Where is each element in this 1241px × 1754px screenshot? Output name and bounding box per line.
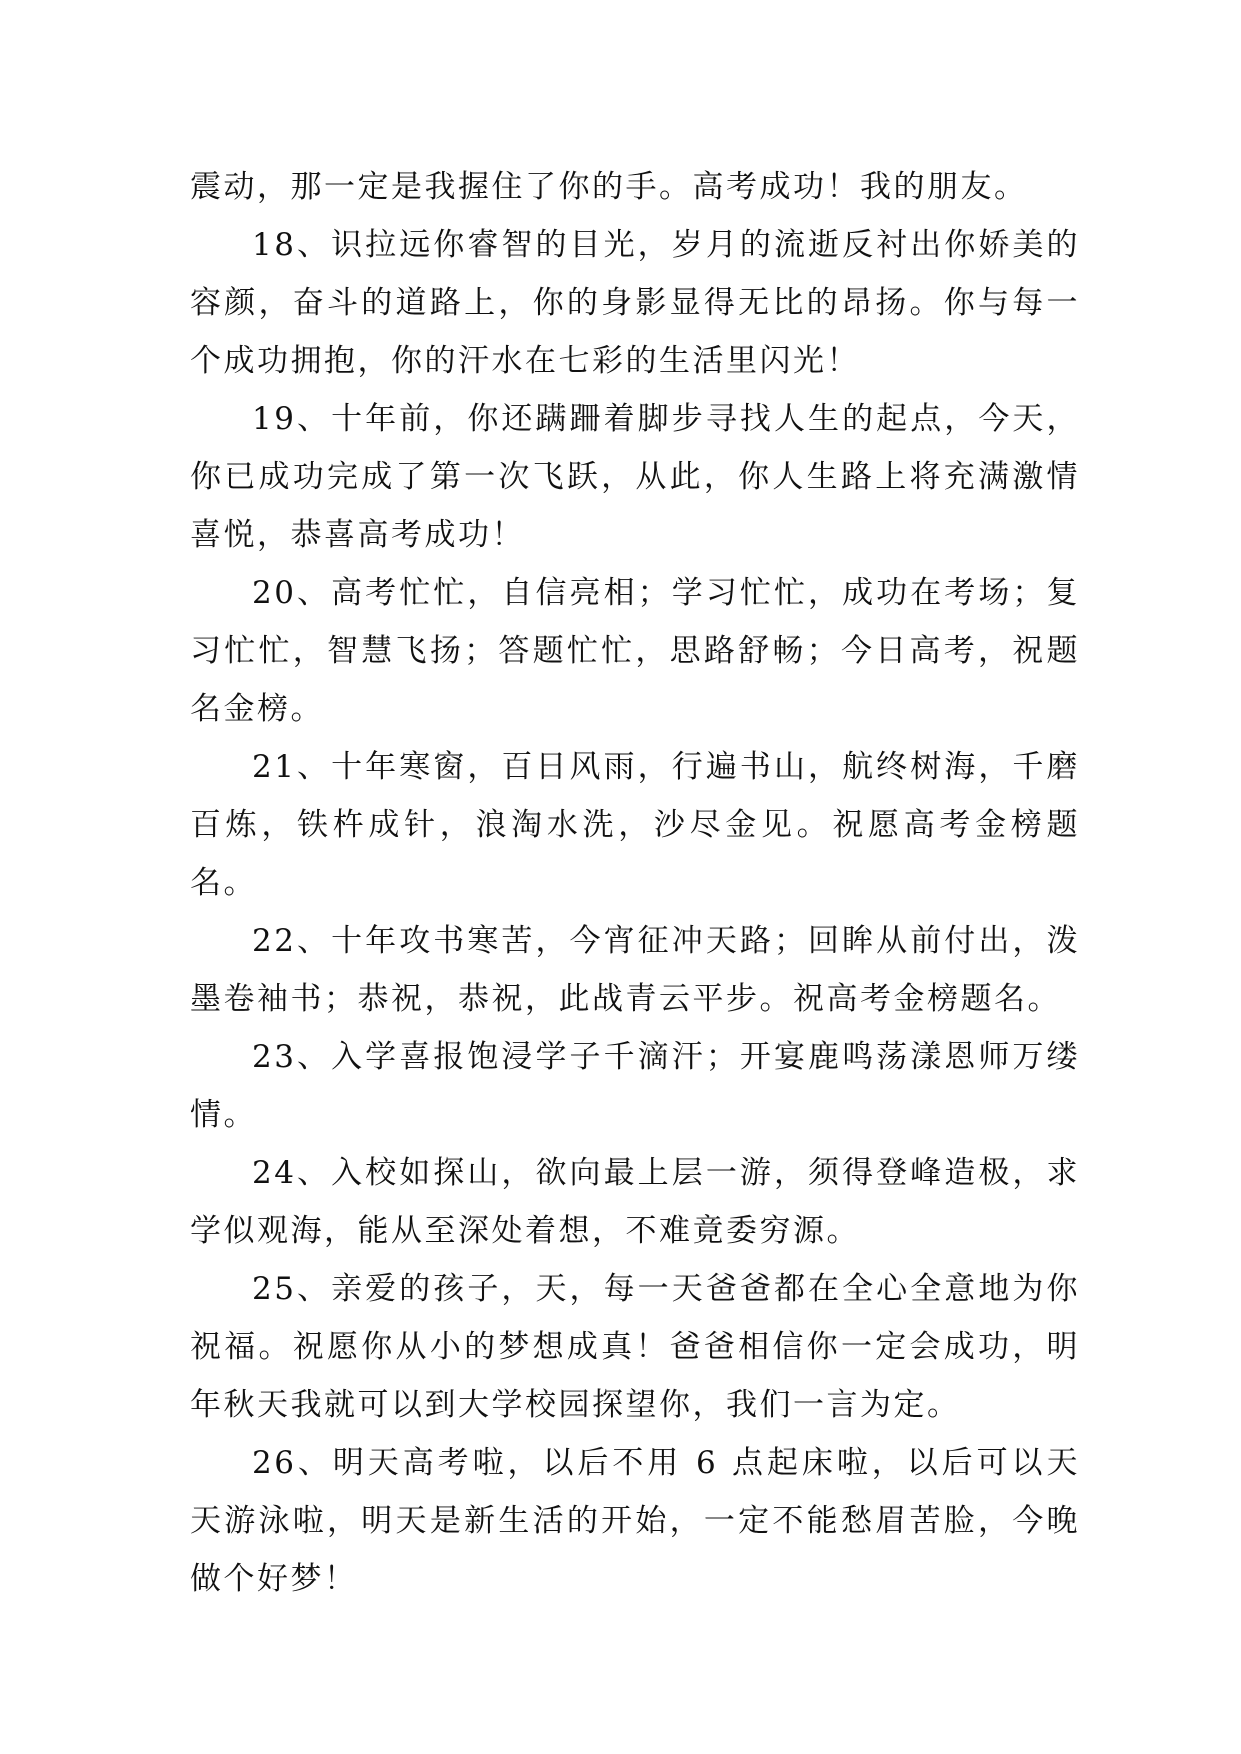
paragraph-25: 25、亲爱的孩子，天，每一天爸爸都在全心全意地为你祝福。祝愿你从小的梦想成真！爸爸相信你一定会成功，明年秋天我就可以到大学校园探望你，我们一言为定。 (190, 1271, 1080, 1423)
paragraph-20: 20、高考忙忙，自信亮相；学习忙忙，成功在考场；复习忙忙，智慧飞扬；答题忙忙，思路舒畅；今日高考，祝题名金榜。 (190, 575, 1080, 727)
paragraph-21: 21、十年寒窗，百日风雨，行遍书山，航终树海，千磨百炼，铁杵成针，浪淘水洗，沙尽金见。祝愿高考金榜题名。 (190, 749, 1080, 901)
paragraph-24: 24、入校如探山，欲向最上层一游，须得登峰造极，求学似观海，能从至深处着想，不难竟委穷源。 (190, 1155, 1080, 1249)
paragraph-18: 18、识拉远你睿智的目光，岁月的流逝反衬出你娇美的容颜，奋斗的道路上，你的身影显得无比的昂扬。你与每一个成功拥抱，你的汗水在七彩的生活里闪光！ (190, 227, 1080, 379)
document-body (190, 158, 1080, 1608)
paragraph-23: 23、入学喜报饱浸学子千滴汗；开宴鹿鸣荡漾恩师万缕情。 (190, 1039, 1080, 1133)
paragraph-22: 22、十年攻书寒苦，今宵征冲天路；回眸从前付出，泼墨卷袖书；恭祝，恭祝，此战青云平步。祝高考金榜题名。 (190, 923, 1080, 1017)
paragraph-19: 19、十年前，你还蹒跚着脚步寻找人生的起点，今天，你已成功完成了第一次飞跃，从此，你人生路上将充满激情喜悦，恭喜高考成功！ (190, 401, 1080, 553)
paragraph-26: 26、明天高考啦，以后不用 6 点起床啦，以后可以天天游泳啦，明天是新生活的开始，一定不能愁眉苦脸，今晚做个好梦！ (190, 1445, 1080, 1597)
paragraph-17-continued: 震动，那一定是我握住了你的手。高考成功！我的朋友。 (190, 169, 1028, 205)
